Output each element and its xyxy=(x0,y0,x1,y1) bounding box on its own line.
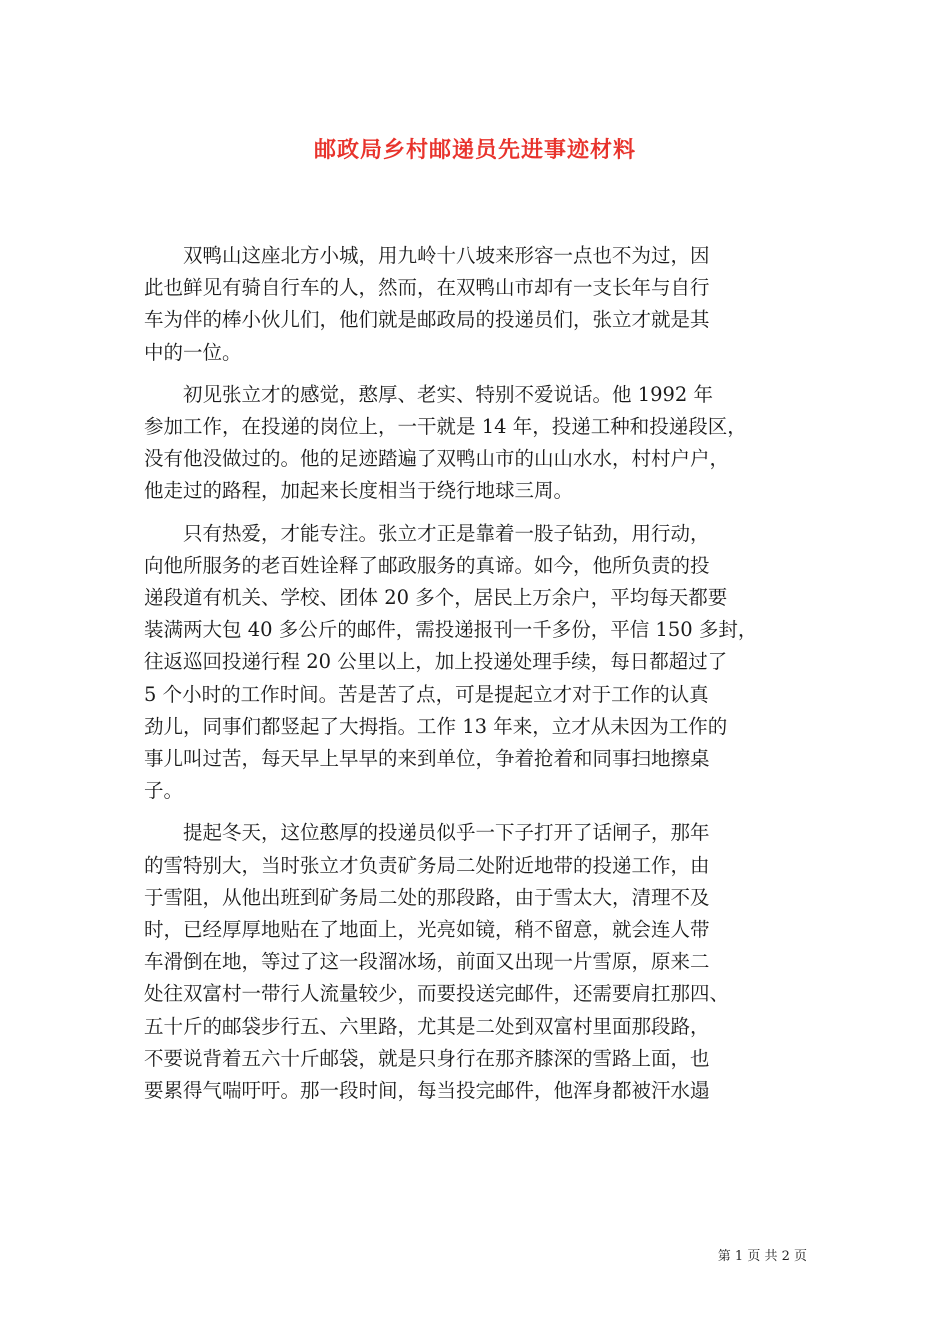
text-line: 5 个小时的工作时间。苦是苦了点，可是提起立才对于工作的认真 xyxy=(144,682,709,706)
text-line: 没有他没做过的。他的足迹踏遍了双鸭山市的山山水水，村村户户， xyxy=(144,447,730,471)
page-number-footer: 第 1 页 共 2 页 xyxy=(717,1249,807,1264)
text-line: 处往双富村一带行人流量较少，而要投送完邮件，还需要肩扛那四、 xyxy=(144,982,730,1006)
text-line: 时，已经厚厚地贴在了地面上，光亮如镜，稍不留意，就会连人带 xyxy=(144,918,710,942)
text-line: 提起冬天，这位憨厚的投递员似乎一下子打开了话闸子，那年 xyxy=(144,821,710,845)
text-line: 要累得气喘吁吁。那一段时间，每当投完邮件，他浑身都被汗水遢 xyxy=(144,1079,710,1103)
text-line: 车滑倒在地，等过了这一段溜冰场，前面又出现一片雪原，原来二 xyxy=(144,950,710,974)
text-line: 参加工作，在投递的岗位上，一干就是 14 年，投递工种和投递段区， xyxy=(144,415,747,439)
text-line: 往返巡回投递行程 20 公里以上，加上投递处理手续，每日都超过了 xyxy=(144,650,728,674)
text-line: 向他所服务的老百姓诠释了邮政服务的真谛。如今，他所负责的投 xyxy=(144,553,710,577)
text-line: 此也鲜见有骑自行车的人，然而，在双鸭山市却有一支长年与自行 xyxy=(144,276,710,300)
text-line: 的雪特别大，当时张立才负责矿务局二处附近地带的投递工作，由 xyxy=(144,853,710,877)
paragraph-2 xyxy=(144,379,806,508)
text-line: 中的一位。 xyxy=(144,340,242,364)
text-line: 事儿叫过苦，每天早上早早的来到单位，争着抢着和同事扫地擦桌 xyxy=(144,747,710,771)
text-line: 递段道有机关、学校、团体 20 多个，居民上万余户，平均每天都要 xyxy=(144,586,728,610)
text-line: 五十斤的邮袋步行五、六里路，尤其是二处到双富村里面那段路， xyxy=(144,1014,710,1038)
text-line: 车为伴的棒小伙儿们，他们就是邮政局的投递员们，张立才就是其 xyxy=(144,308,710,332)
text-line: 不要说背着五六十斤邮袋，就是只身行在那齐膝深的雪路上面，也 xyxy=(144,1046,710,1070)
paragraph-4 xyxy=(144,817,806,1107)
text-line: 双鸭山这座北方小城，用九岭十八坡来形容一点也不为过，因 xyxy=(144,244,710,267)
document-body xyxy=(144,240,806,1117)
text-line: 他走过的路程，加起来长度相当于绕行地球三周。 xyxy=(144,479,574,503)
document-title: 邮政局乡村邮递员先进事迹材料 xyxy=(313,137,636,163)
text-line: 子。 xyxy=(144,779,184,803)
text-line: 初见张立才的感觉，憨厚、老实、特别不爱说话。他 1992 年 xyxy=(144,382,714,406)
paragraph-3 xyxy=(144,518,806,808)
paragraph-1 xyxy=(144,240,806,369)
text-line: 于雪阻，从他出班到矿务局二处的那段路，由于雪太大，清理不及 xyxy=(144,885,710,909)
text-line: 装满两大包 40 多公斤的邮件，需投递报刊一千多份，平信 150 多封， xyxy=(144,618,758,642)
text-line: 劲儿，同事们都竖起了大拇指。工作 13 年来，立才从未因为工作的 xyxy=(144,714,728,738)
text-line: 只有热爱，才能专注。张立才正是靠着一股子钻劲，用行动， xyxy=(144,521,710,545)
